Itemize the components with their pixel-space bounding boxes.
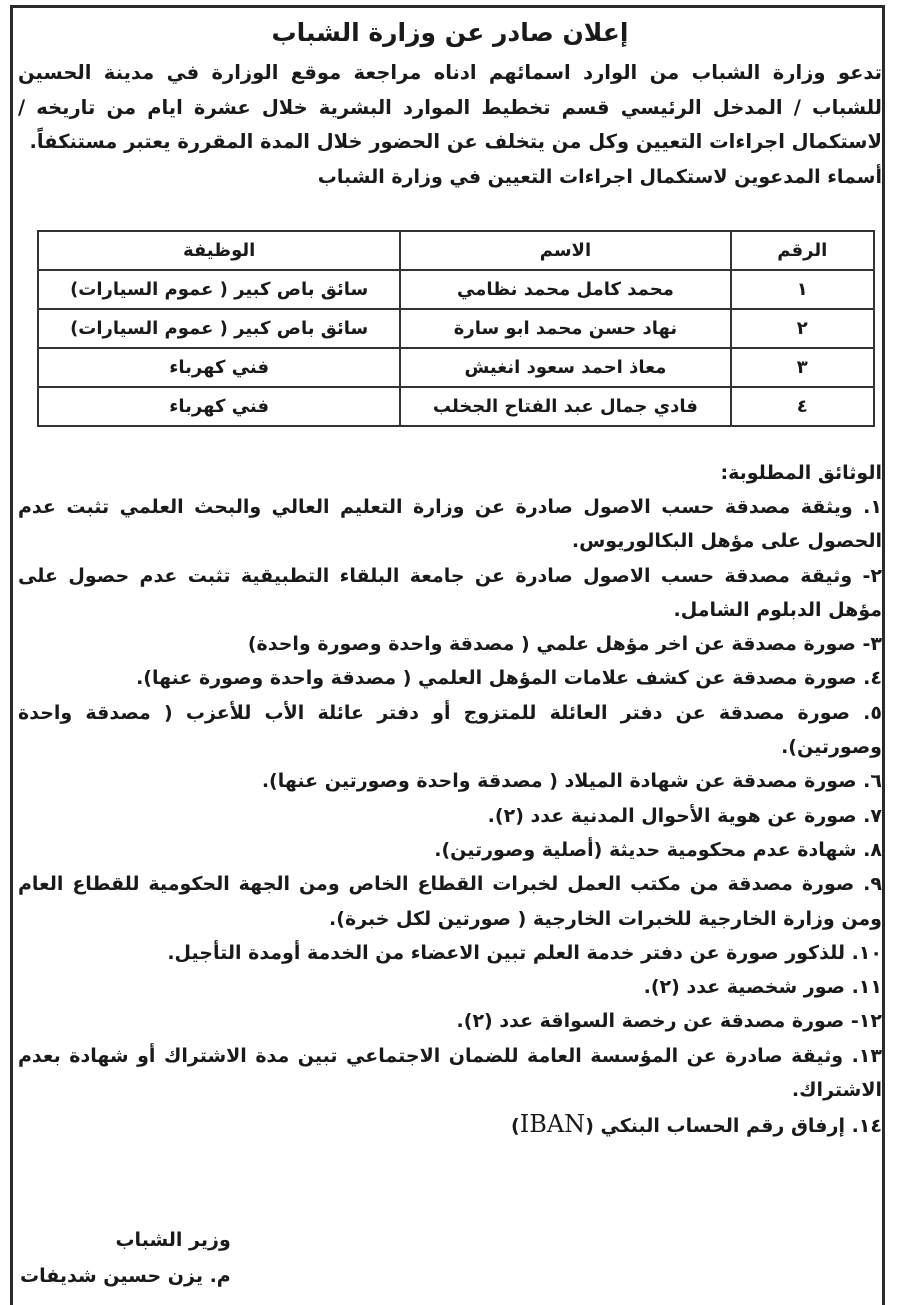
iban-item-prefix: ١٤. إرفاق رقم الحساب البنكي ( — [585, 1115, 882, 1138]
document-item: ١٠. للذكور صورة عن دفتر خدمة العلم تبين الاعضاء من الخدمة أومدة التأجيل. — [167, 941, 882, 964]
cell-job: سائق باص كبير ( عموم السيارات) — [38, 309, 400, 348]
document-item: ١. ويثقة مصدقة حسب الاصول صادرة عن وزارة التعليم العالي والبحث العلمي تثبت عدم الحصول على مؤهل البكالوريوس. — [18, 496, 882, 553]
cell-number: ٢ — [731, 309, 874, 348]
document-item: ٦. صورة مصدقة عن شهادة الميلاد ( مصدقة واحدة وصورتين عنها). — [261, 770, 882, 793]
cell-name: فادي جمال عبد الفتاح الجخلب — [400, 387, 730, 426]
iban-item-suffix: ) — [511, 1115, 520, 1138]
table-row — [38, 309, 874, 348]
table-row — [38, 387, 874, 426]
table-header-row — [38, 231, 874, 270]
announcement-header — [18, 16, 882, 194]
cell-name: محمد كامل محمد نظامي — [400, 270, 730, 309]
appointees-list-heading: أسماء المدعوين لاستكمال اجراءات التعيين في وزارة الشباب — [317, 165, 882, 188]
signature-block — [20, 1222, 231, 1294]
document-item: ٢- وثيقة مصدقة حسب الاصول صادرة عن جامعة البلقاء التطبيقية تثبت عدم حصول على مؤهل الدبلوم الشامل. — [18, 564, 882, 621]
document-item: ٩. صورة مصدقة من مكتب العمل لخبرات القطاع الخاص ومن الجهة الحكومية للقطاع العام ومن وزارة الخارجية للخبرات الخارجية ( صورتين لكل خبرة). — [18, 873, 882, 930]
header-number: الرقم — [731, 231, 874, 270]
document-item: ٣- صورة مصدقة عن اخر مؤهل علمي ( مصدقة واحدة وصورة واحدة) — [247, 633, 882, 656]
cell-job: سائق باص كبير ( عموم السيارات) — [38, 270, 400, 309]
header-job: الوظيفة — [38, 231, 400, 270]
document-item: ٨. شهادة عدم محكومية حديثة (أصلية وصورتين). — [434, 838, 882, 861]
document-item: ٧. صورة عن هوية الأحوال المدنية عدد (٢). — [487, 804, 882, 827]
appointees-table — [37, 230, 875, 427]
cell-name: نهاد حسن محمد ابو سارة — [400, 309, 730, 348]
required-documents — [18, 456, 882, 1144]
signatory-name: م. يزن حسين شديفات — [20, 1265, 231, 1287]
document-item-iban — [18, 1107, 882, 1143]
signatory-title: وزير الشباب — [115, 1229, 231, 1251]
document-item: ٥. صورة مصدقة عن دفتر العائلة للمتزوج أو دفتر عائلة الأب للأعزب ( مصدقة واحدة وصورتين). — [18, 701, 882, 759]
cell-number: ٤ — [731, 387, 874, 426]
document-item: ١٢- صورة مصدقة عن رخصة السواقة عدد (٢). — [456, 1010, 882, 1033]
cell-name: معاذ احمد سعود انغيش — [400, 348, 730, 387]
document-item: ١١. صور شخصية عدد (٢). — [643, 976, 882, 999]
document-item: ١٣. وثيقة صادرة عن المؤسسة العامة للضمان الاجتماعي تبين مدة الاشتراك أو شهادة بعدم الاشتراك. — [18, 1044, 882, 1102]
announcement-title: إعلان صادر عن وزارة الشباب — [271, 18, 629, 47]
cell-number: ٣ — [731, 348, 874, 387]
cell-number: ١ — [731, 270, 874, 309]
announcement-intro: تدعو وزارة الشباب من الوارد اسمائهم ادناه مراجعة موقع الوزارة في مدينة الحسين للشباب / المدخل الرئيسي قسم تخطيط الموارد البشرية خلال عشرة ايام من تاريخه / لاستكمال اجراءات التعيين وكل من يتخلف عن الحضور خلال المدة المقررة يعتبر مستنكفاً. — [18, 61, 882, 153]
table-row — [38, 270, 874, 309]
header-name: الاسم — [400, 231, 730, 270]
required-documents-heading: الوثائق المطلوبة: — [720, 462, 882, 484]
iban-label: IBAN — [519, 1110, 586, 1139]
table-row — [38, 348, 874, 387]
document-item: ٤. صورة مصدقة عن كشف علامات المؤهل العلمي ( مصدقة واحدة وصورة عنها). — [136, 667, 882, 690]
cell-job: فني كهرباء — [38, 348, 400, 387]
cell-job: فني كهرباء — [38, 387, 400, 426]
